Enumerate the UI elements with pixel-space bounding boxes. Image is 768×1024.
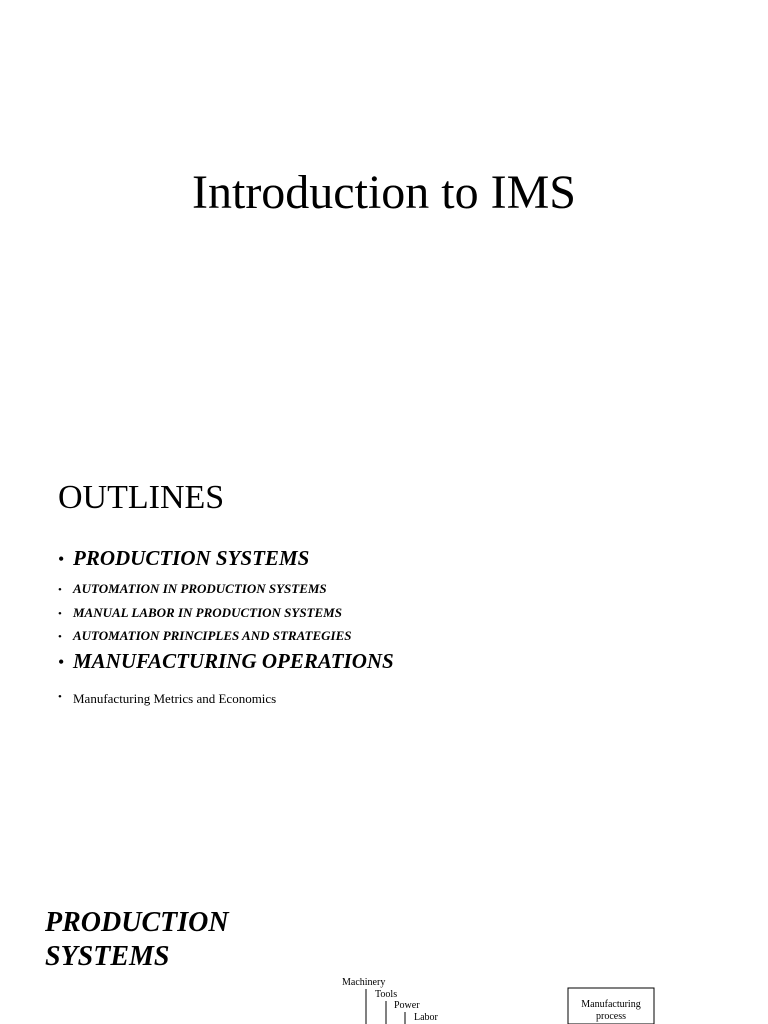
outline-item bbox=[58, 581, 327, 597]
slide-title: Introduction to IMS bbox=[192, 166, 576, 219]
outline-item-label: MANUAL LABOR IN PRODUCTION SYSTEMS bbox=[73, 605, 342, 620]
outlines-heading: OUTLINES bbox=[58, 479, 225, 516]
bullet-icon: • bbox=[58, 608, 62, 620]
bullet-icon: • bbox=[58, 691, 62, 703]
outline-item bbox=[58, 691, 276, 707]
outline-item-label: PRODUCTION SYSTEMS bbox=[73, 546, 310, 570]
production-system-diagram bbox=[0, 970, 768, 1024]
outline-item-label: AUTOMATION PRINCIPLES AND STRATEGIES bbox=[73, 628, 352, 643]
diagram-label-power: Power bbox=[394, 1000, 420, 1011]
bullet-icon: • bbox=[58, 631, 62, 643]
bullet-icon: • bbox=[58, 652, 65, 672]
production-systems-heading bbox=[45, 906, 229, 974]
outline-item bbox=[58, 628, 351, 644]
diagram-box-label-line2: process bbox=[596, 1011, 626, 1022]
production-heading-line1: PRODUCTION bbox=[45, 907, 229, 938]
bullet-icon: • bbox=[58, 549, 65, 569]
outline-item bbox=[58, 605, 342, 621]
outline-item bbox=[58, 546, 309, 571]
outline-item-label: AUTOMATION IN PRODUCTION SYSTEMS bbox=[73, 581, 327, 596]
diagram-label-tools: Tools bbox=[375, 989, 398, 1000]
diagram-label-machinery: Machinery bbox=[342, 977, 386, 988]
diagram-box-label-line1: Manufacturing bbox=[581, 999, 641, 1010]
outline-item-label: MANUFACTURING OPERATIONS bbox=[73, 649, 394, 673]
diagram-label-labor: Labor bbox=[414, 1012, 438, 1023]
outline-item-label: Manufacturing Metrics and Economics bbox=[73, 691, 277, 706]
outline-item bbox=[58, 649, 394, 674]
production-heading-line2: SYSTEMS bbox=[45, 941, 170, 972]
bullet-icon: • bbox=[58, 584, 62, 596]
